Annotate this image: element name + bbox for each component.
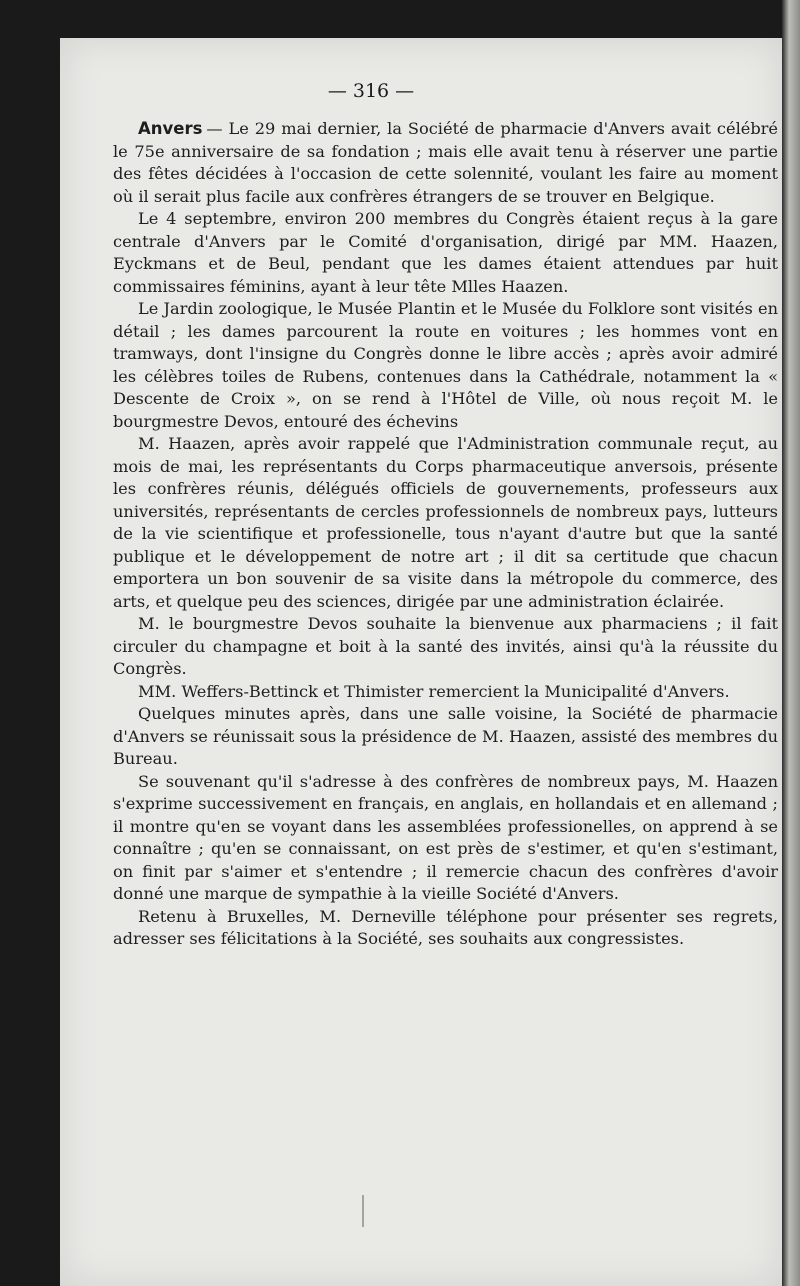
paragraph-2: Le 4 septembre, environ 200 membres du Congrès étaient reçus à la gare centrale d'Anvers par le Comité d'organisation, dirigé par MM. Haazen, Eyckmans et de Beul, pendant que les dames étaient attendues par huit commissaires féminins, ayant à leur tête Mlles Haazen. bbox=[113, 209, 778, 296]
page-number: — 316 — bbox=[327, 80, 415, 102]
paragraph-4: M. Haazen, après avoir rappelé que l'Administration communale reçut, au mois de mai, les représentants du Corps pharmaceutique anversois, présente les confrères réunis, délégués officiels de gouvernements, professeurs aux universités, représentants de cercles professionnels de nombreux pays, lutteurs de la vie scientifique et professionelle, tous n'ayant d'autre but que la santé publique et le développement de notre art ; il dit sa certitude que chacun emportera un bon souvenir de sa visite dans la métropole du commerce, des arts, et quelque peu des sciences, dirigée par une administration éclairée. bbox=[113, 434, 778, 611]
paper-mark bbox=[362, 1195, 364, 1227]
paragraph-6: MM. Weffers-Bettinck et Thimister remercient la Municipalité d'Anvers. bbox=[138, 681, 730, 701]
paragraph-7: Quelques minutes après, dans une salle voisine, la Société de pharmacie d'Anvers se réunissait sous la présidence de M. Haazen, assisté des membres du Bureau. bbox=[113, 704, 778, 768]
paragraph-1-text: — Le 29 mai dernier, la Société de pharmacie d'Anvers avait célébré le 75e anniversaire de sa fondation ; mais elle avait tenu à réserver une partie des fêtes décidées à l'occasion de cette solennité, voulant les faire au moment où il serait plus facile aux confrères étrangers de se trouver en Belgique. bbox=[113, 119, 778, 206]
paragraph-1 bbox=[113, 118, 778, 208]
page-edge bbox=[782, 0, 800, 1286]
paragraph-5: M. le bourgmestre Devos souhaite la bienvenue aux pharmaciens ; il fait circuler du champagne et boit à la santé des invités, ainsi qu'à la réussite du Congrès. bbox=[113, 614, 778, 678]
lead-word: Anvers bbox=[138, 119, 203, 138]
paragraph-8: Se souvenant qu'il s'adresse à des confrères de nombreux pays, M. Haazen s'exprime successivement en français, en anglais, en hollandais et en allemand ; il montre qu'en se voyant dans les assemblées professionelles, on apprend à se connaître ; qu'en se connaissant, on est près de s'estimer, et qu'en s'estimant, on finit par s'aimer et s'entendre ; il remercie chacun des confrères d'avoir donné une marque de sympathie à la vieille Société d'Anvers. bbox=[113, 771, 778, 903]
paragraph-3: Le Jardin zoologique, le Musée Plantin et le Musée du Folklore sont visités en détail ; les dames parcourent la route en voitures ; les hommes vont en tramways, dont l'insigne du Congrès donne le libre accès ; après avoir admiré les célèbres toiles de Rubens, contenues dans la Cathédrale, notamment la « Descente de Croix », on se rend à l'Hôtel de Ville, où nous reçoit M. le bourgmestre Devos, entouré des échevins bbox=[113, 299, 778, 431]
article-body bbox=[113, 118, 778, 951]
paragraph-9: Retenu à Bruxelles, M. Derneville téléphone pour présenter ses regrets, adresser ses félicitations à la Société, ses souhaits aux congressistes. bbox=[113, 906, 778, 948]
